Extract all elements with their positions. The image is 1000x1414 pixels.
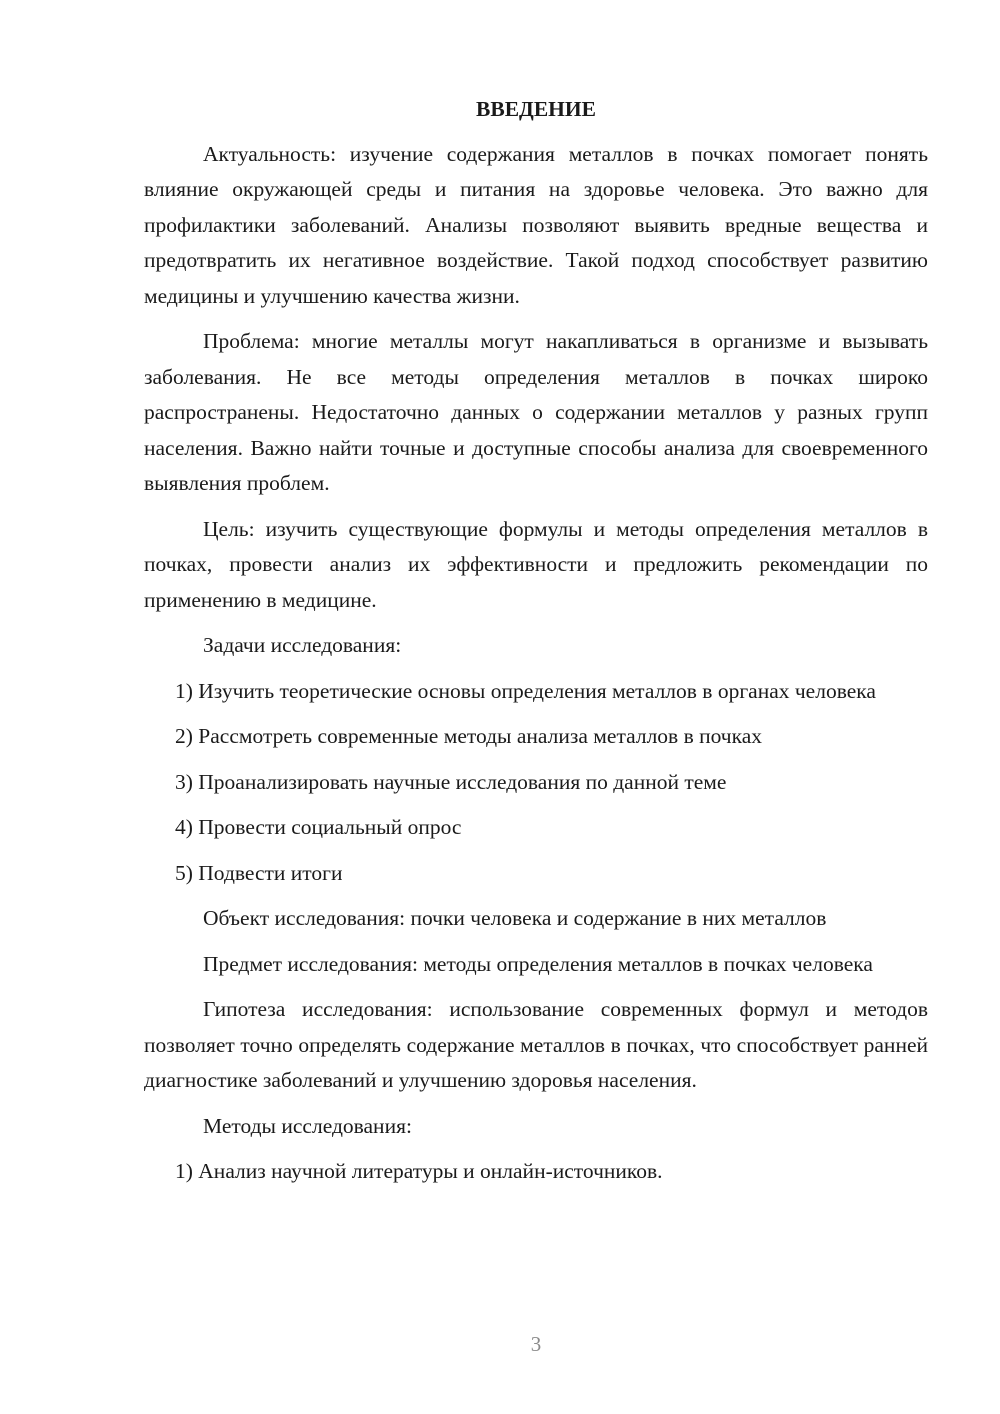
task-item: 5) Подвести итоги (175, 860, 343, 885)
problem-paragraph: Проблема: многие металлы могут накапливаться в организме и вызывать заболевания. Не все методы определения металлов в почках широко распространены. Недостаточно данных о содержании металлов у разных групп населения. Важно найти точные и доступные способы анализа для своевременного выявления проблем. (144, 329, 928, 495)
task-item: 4) Провести социальный опрос (175, 815, 462, 839)
method-item: 1) Анализ научной литературы и онлайн-источников. (175, 1159, 663, 1183)
hypothesis-paragraph: Гипотеза исследования: использование современных формул и методов позволяет точно определять содержание металлов в почках, что способствует ранней диагностике заболеваний и улучшению здоровья населения. (144, 997, 928, 1092)
document-page (144, 92, 928, 1200)
subject-paragraph: Предмет исследования: методы определения металлов в почках человека (203, 951, 873, 976)
section-title: ВВЕДЕНИЕ (476, 97, 596, 121)
goal-paragraph: Цель: изучить существующие формулы и методы определения металлов в почках, провести анализ их эффективности и предложить рекомендации по применению в медицине. (144, 516, 928, 612)
relevance-paragraph: Актуальность: изучение содержания металлов в почках помогает понять влияние окружающей среды и питания на здоровье человека. Это важно для профилактики заболеваний. Анализы позволяют выявить вредные вещества и предотвратить их негативное воздействие. Такой подход способствует развитию медицины и улучшению качества жизни. (144, 141, 928, 308)
methods-heading: Методы исследования: (203, 1113, 412, 1138)
task-item: 2) Рассмотреть современные методы анализа металлов в почках (175, 724, 763, 748)
task-item: 1) Изучить теоретические основы определения металлов в органах человека (175, 678, 876, 703)
page-number: 3 (530, 1332, 542, 1356)
tasks-heading: Задачи исследования: (203, 633, 402, 657)
task-item: 3) Проанализировать научные исследования по данной теме (175, 769, 727, 794)
object-paragraph: Объект исследования: почки человека и содержание в них металлов (203, 906, 827, 930)
